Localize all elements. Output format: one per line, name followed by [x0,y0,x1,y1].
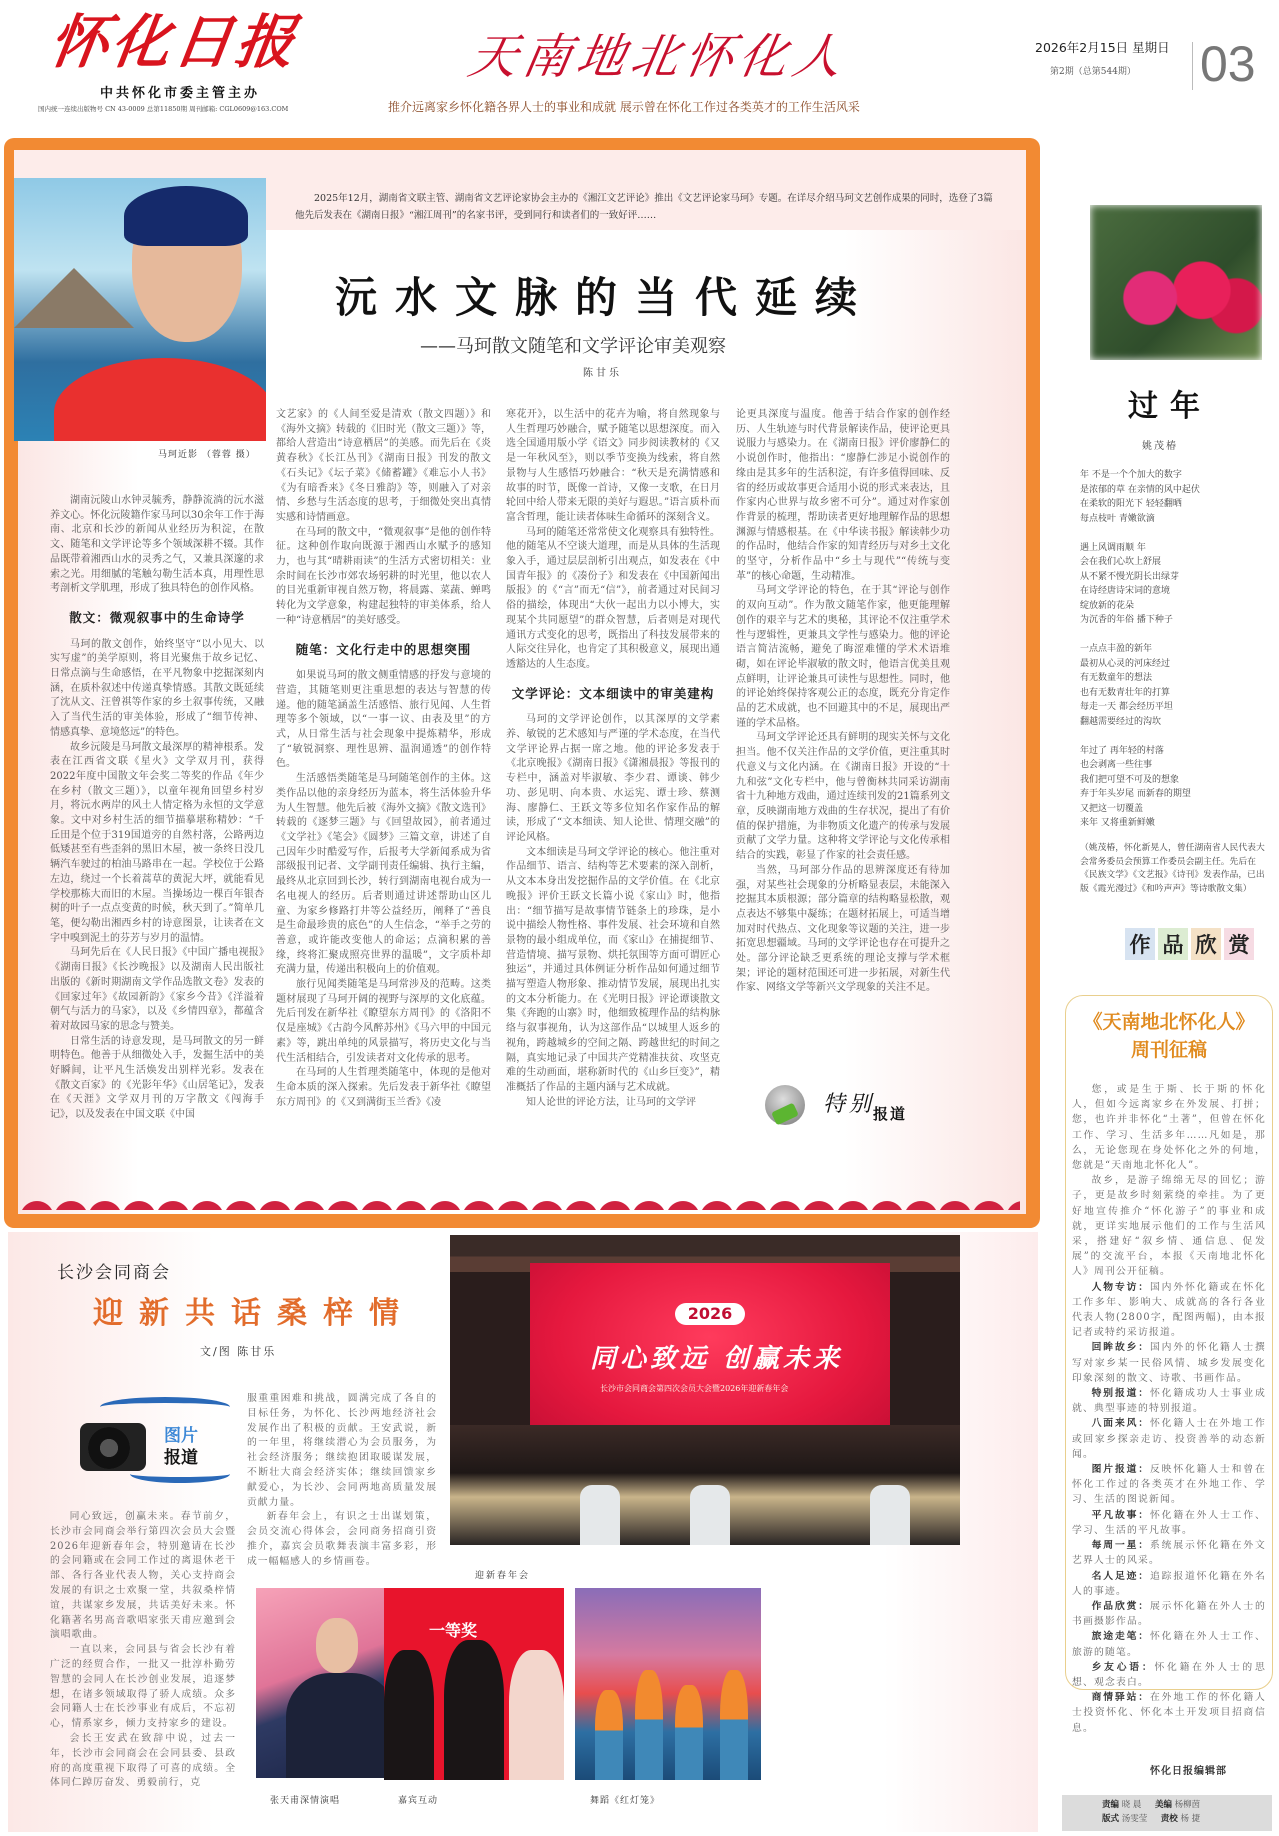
registration-info: 国内统一连续出版物号 CN 43-0009 总第11850期 周刊邮箱: CGL0609@163.COM [38,105,289,113]
poem-stanza [1080,541,1270,628]
paragraph: 故乡沅陵是马珂散文最深厚的精神根系。发表在江西省文联《星火》文学双月刊，获得2022年度中国散文年会奖二等奖的作品《年少在乡村（散文三题）》，以童年视角回望乡村岁月，将沅水两岸的风土人情定格为永恒的文学意象。文中对乡村生活的细节描摹堪称精妙：“千丘田是个位于319国道旁的自然村落，公路两边低矮甚至有些歪斜的黑旧木屋，被一条终日没几辆汽车驶过的柏油马路串在一起。学校位于公路左边，绕过一个长着蒿草的黄泥大坪，就能看见学校那栋大而旧的木屋。当操场边一棵百年银杏树的叶子一点点变黄的时候，秋天到了。”简单几笔，便勾勒出湘西乡村的诗意图景，让读者在文字中嗅到泥土的芬芳与岁月的温情。 [50,741,264,944]
report-label: 报道 [873,1105,908,1123]
call-item-name: 作品欣赏： [1091,1600,1150,1612]
poem-line: 绽放新的花朵 [1080,600,1135,611]
article-byline: 文/图 陈甘乐 [200,1345,277,1358]
screen-slogan: 同心致远 创赢未来 [590,1344,844,1374]
led-screen [530,1263,890,1448]
article-column-1 [50,494,264,1123]
column-slogan: 推介远离家乡怀化籍各界人士的事业和成就 展示曾在怀化工作过各类英才的工作生活风采 [388,100,860,114]
poem-line: 会在我们心坎上舒展 [1080,557,1162,567]
call-item: 平凡故事：怀化籍在外人士工作、学习、生活的平凡故事。 [1072,1509,1267,1536]
sponsor-line: 中共怀化市委主管主办 [100,86,261,101]
poem-line: 每点枝叶 青嫩欲滴 [1080,513,1155,524]
paragraph: 湖南沅陵山水钟灵毓秀，静静流淌的沅水滋养文心。怀化沅陵籍作家马珂以30余年工作于海南、北京和长沙的新闻从业经历为积淀，在散文、随笔和文学评论等多个领域深耕不辍。其作品既带着湘西山水的灵秀之气，又兼具深邃的求索之光。用细腻的笔触勾勒生活本真，用理性思考剖析文学肌理，形成了独具特色的创作风格。 [50,495,264,595]
label-char: 作 [1125,928,1155,960]
article-kicker: 长沙会同商会 [57,1263,171,1283]
hut-shape [14,268,134,328]
main-photo-caption: 迎新春年会 [475,1571,531,1581]
art-label: 美编 [1154,1800,1172,1810]
camera-lens-icon [88,1427,130,1469]
paragraph: 日常生活的诗意发现，是马珂散文的另一鲜明特色。他善于从细微处入手，发掘生活中的美好瞬间，让平凡生活焕发出别样光彩。发表在《散文百家》的《光影年华》《山居笔记》，发表在《天涯》文学双月刊的万字散文《闯海手记》，以及发表在中国文联《中国 [50,1035,264,1121]
editor-name: 晓 晨 [1121,1800,1142,1810]
portrait-caption: 马珂近影 （蓉蓉 摄） [158,450,256,460]
section-label-works-appreciation [1125,928,1254,960]
paragraph: 生活感悟类随笔是马珂随笔创作的主体。这类作品以他的亲身经历为蓝本，将生活体验升华为人生智慧。他先后被《海外文摘》《散文选刊》转载的《逐梦三题》与《回望故园》，前者通过《文学社》《笔会》《圆梦》三篇文章，讲述了自己因年少时酷爱写作，后报考大学新闻系成为省部级报刊记者、文学副刊责任编辑、执行主编，最终从北京回到长沙，转行到湖南电视台成为一名电视人的经历。后者则通过讲述帮助山区儿童、为家乡修路打井等公益经历，阐释了“善良是生命最珍贵的底色”的人生信念，“举手之劳的善意，或许能改变他人的命运；点滴积累的善缘，终将汇聚成照亮世界的温暖”，文字质朴却充满力量，传递出积极向上的价值观。 [276,773,491,976]
paragraph: 故乡，是游子绵绵无尽的回忆；游子，更是故乡时刻萦绕的牵挂。为了更好地宣传推介“怀化游子”的事业和成就，更详实地展示他们的工作与生活风采，搭建好“叙乡情、通信息、促发展”的交流平台，本报《天南地北怀化人》周刊公开征稿。 [1072,1175,1266,1278]
call-item-name: 图片报道： [1091,1464,1150,1476]
paragraph: 会长王安武在致辞中说，过去一年，长沙市会同商会在会同县委、县政府的高度重视下取得了可喜的成绩。全体同仁踔厉奋发、勇毅前行，克 [50,1732,236,1789]
dance-photo[interactable] [575,1588,761,1780]
paragraph: 您，或是生于斯、长于斯的怀化人，但如今远离家乡在外发展、打拼；您，也许并非怀化“土著”，但曾在怀化工作、学习、生活多年……凡如是，那么，无论您现在身处怀化之外的何地，您就是“天南地北怀化人”。 [1072,1084,1266,1172]
paragraph: 马珂的文学评论创作，以其深厚的文学素养、敏锐的艺术感知与严谨的学术态度，在当代文学评论界占据一席之地。他的评论多发表于《北京晚报》《湖南日报》《潇湘晨报》等报刊的专栏中，涵盖对毕淑敏、李少君、谭谈、韩少功、彭见明、向本贵、水运宪、谭士珍、蔡测海、廖静仁、王跃文等多位知名作家作品的解读，形成了“文本细读、知人论世、情理交融”的评论风格。 [506,714,720,843]
person [509,1650,564,1780]
call-item: 商情驿站：在外地工作的怀化籍人士投资怀化、怀化本土开发项目招商信息。 [1072,1692,1267,1734]
paragraph: 文艺家》的《人间至爱是清欢（散文四题）》和《海外文摘》转载的《旧时光（散文三题）》等，都给人营造出“诗意栖居”的美感。而先后在《炎黄春秋》《长江丛刊》《湖南日报》刊发的散文《石头记》《坛子菜》《储蓄罐》《难忘小人书》《为有暗香来》《冬日雅韵》等，则融入了对亲情、乡愁与生活态度的思考，于细微处突出真情实感和诗情画意。 [276,409,491,523]
article-column-3 [506,408,720,1110]
article-column-2 [276,408,491,1110]
call-item-name: 旅途走笔： [1091,1631,1150,1643]
proof-label: 责校 [1160,1814,1178,1824]
feature-intro: 2025年12月，湖南省文联主管、湖南省文艺评论家协会主办的《湘江文艺评论》推出《文艺评论家马珂》专题。在详尽介绍马珂文艺创作成果的同时，选登了3篇他先后发表在《湖南日报》“湘江周刊”的名家书评，受到同行和读者们的一致好评…… [295,193,993,221]
paragraph: 旅行见闻类随笔是马珂常涉及的范畴。这类题材展现了马珂开阔的视野与深厚的文化底蕴。先后刊发在新华社《瞭望东方周刊》的《洛阳不仅是座城》《古韵今风醉苏州》《马六甲的中国元素》等，跳出单纯的风景描写，将历史文化与当代生活相结合，引发读者对文化传承的思考。 [276,979,491,1064]
badge-line-1: 图片 [164,1426,198,1446]
divider [1192,42,1193,90]
poem-line: 我们把可望不可及的想象 [1080,774,1180,785]
poem-line: 也会剥离一些往事 [1080,760,1153,770]
paragraph: 马珂文学评论还具有鲜明的现实关怀与文化担当。他不仅关注作品的文学价值，更注重其时代意义与文化内涵。在《湖南日报》开设的“十九和弦”文化专栏中，他与曾衡林共同采访湖南省十九种地方戏曲，通过连续刊发的21篇系列文章，反映湖南地方戏曲的生存状况，提出了有价值的保护措施，为非物质文化遗产的传承与发展贡献了文学力量。这种将文学评论与文化传承相结合的实践，彰显了作家的社会责任感。 [736,732,950,862]
paragraph: 马珂的随笔还常常使文化观察具有独特性。他的随笔从不空谈大道理，而是从具体的生活现象入手，通过层层剖析引出观点，如发表在《中国青年报》的《凑份子》和发表在《中国新闻出版报》的《“言”而无“信”》，前者通过对民间习俗的描绘，体现出“大伙一起出力以小博大，实现某个共同愿望”的群众智慧，后者则是对现代通讯方式变化的思考，既指出了科技发展带来的人际交往异化，也肯定了其积极意义，展现出通透豁达的人生态度。 [506,526,720,670]
chair [870,1485,910,1545]
poem-stanza [1080,642,1270,729]
label-char: 欣 [1191,928,1221,960]
poem-stanza [1080,744,1270,831]
suit [286,1673,396,1778]
poem-line: 有无数童年的想法 [1080,673,1153,683]
call-item-name: 回眸故乡： [1091,1342,1150,1354]
section-heading: 文学评论：文本细读中的审美建构 [511,685,715,701]
chair [690,1485,730,1545]
paragraph: 论更具深度与温度。他善于结合作家的创作经历、人生轨迹与时代背景解读作品，使评论更具说服力与感染力。在《湖南日报》评价廖静仁的小说创作时，他指出：“廖静仁涉足小说创作的缘由是其多年的生活积淀，有许多值得回味、反省的经历或故事更合适用小说的形式来表达，且作家内心世界与故乡密不可分”。通过对作家创作背景的梳理，帮助读者更好地理解作品的思想渊源与情感根基。在《中华读书报》解读韩少功的作品时，他结合作家的知青经历与对乡土文化的坚守，分析作品中“乡土与现代”“传统与变革”的核心命题，生动精准。 [736,409,950,582]
section-heading: 散文：微观叙事中的生命诗学 [69,609,245,625]
poem-line: 来年 又将重新鲜嫩 [1080,818,1155,828]
feature-headline: 沅水文脉的当代延续 [335,273,876,322]
person [444,1640,504,1780]
poem-line: 从不紧不慢光阴长出绿芽 [1080,571,1180,582]
poem-line: 年 不是一个个加大的数字 [1080,470,1182,480]
screen-year: 2026 [675,1303,745,1325]
paragraph: 知人论世的评论方法，让马珂的文学评 [526,1096,696,1108]
call-item: 人物专访：国内外怀化籍或在怀化工作多年、影响大、成就高的各行各业代表人物(2800字，配图两幅)，由本报记者或特约采访报道。 [1072,1281,1267,1339]
column-title: 天南地北怀化人 [464,29,853,85]
guest-interaction-photo[interactable] [384,1588,564,1780]
poem-line: 在诗经唐诗宋词的意境 [1080,586,1171,596]
paragraph: 在马珂的人生哲理类随笔中，体现的是他对生命本质的深入探索。先后发表于新华社《瞭望东方周刊》的《又到满街玉兰香》《凌 [276,1067,491,1108]
title-line-1: 《天南地北怀化人》 [1083,1011,1255,1033]
person [384,1650,434,1780]
poem-line: 每走一天 都会经历平坦 [1080,702,1173,712]
poem-line: 为沉香的年俗 播下种子 [1080,615,1173,625]
face [316,1618,358,1673]
paragraph: 新春年会上，有识之士出谋划策，会员交流心得体会，会同商务招商引资推介，嘉宾会员歌舞表演丰富多彩，形成一幅幅感人的乡情画卷。 [247,1511,437,1567]
feature-subhead: ——马珂散文随笔和文学评论审美观察 [420,336,726,357]
call-item-name: 每周一星： [1091,1540,1150,1552]
poem-stanza [1080,468,1270,526]
dancer [675,1685,703,1780]
paragraph: 当然，马珂部分作品的思辨深度还有待加强，对某些社会现象的分析略显表层，未能深入挖掘其本质根源；部分篇章的结构略显松散，观点表达不够集中凝练；在题材拓展上，可适当增加对时代热点、文化现象等议题的关注，进一步拓宽思想疆域。马珂的文学评论也存在可提升之处。部分评论缺乏更系统的理论支撑与学术框架；评论的题材范围还可进一步拓展，对新生代作家、网络文学等新兴文学现象的关注不足。 [736,864,950,994]
call-item: 乡友心语：怀化籍在外人士的思想、观念表白。 [1072,1661,1267,1688]
photo-report-badge [80,1395,240,1485]
flower-photo[interactable] [1090,205,1262,360]
photo-caption: 张天甫深情演唱 [270,1796,341,1806]
poem-line: 弃于年头岁尾 而新春的期望 [1080,789,1191,799]
special-report-badge [765,1085,945,1135]
swoosh-decoration [100,1397,230,1417]
newspaper-logo[interactable]: 怀化日报 [45,8,303,76]
call-item-name: 乡友心语： [1091,1661,1155,1673]
badge-line-2: 报道 [164,1448,198,1468]
poem-line: 最初从心灵的河床经过 [1080,658,1171,669]
paragraph: 服重重困难和挑战，圆满完成了各自的目标任务，为怀化、长沙两地经济社会发展作出了积极的贡献。王安武说，新的一年里，将继续潜心为会员服务，为社会经济服务；继续抱团取暖谋发展，不断壮大商会经济实体；继续回馈家乡献爱心，为长沙、会同两地高质量发展贡献力量。 [247,1393,437,1508]
label-char: 品 [1158,928,1188,960]
poem-line: 翻越需要经过的沟坎 [1080,716,1162,727]
editorial-signature: 怀化日报编辑部 [1150,1766,1227,1777]
call-item: 旅途走笔：怀化籍在外人士工作、旅游的随笔。 [1072,1631,1267,1658]
label-char: 赏 [1224,928,1254,960]
screen-subtitle: 长沙市会同商会第四次会员大会暨2026年迎新春年会 [600,1384,789,1393]
chair [580,1485,620,1545]
issue-number: 第2期（总第544期） [1050,67,1136,77]
call-item-name: 商情驿站： [1091,1692,1150,1704]
call-for-papers-body [1072,1082,1266,1736]
new-year-gala-photo[interactable] [450,1235,960,1545]
call-item: 回眸故乡：国内外的怀化籍人士撰写对家乡某一民俗风情、城乡发展变化印象深刻的散文、诗歌、书画作品。 [1072,1342,1267,1384]
paragraph: 一直以来，会同县与省会长沙有着广泛的经贸合作，一批又一批淳朴勤劳智慧的会同人在长沙创业发展，追逐梦想，在诸多领域取得了骄人成绩。众多会同籍人士在长沙事业有成后，不忘初心，情系家乡，倾力支持家乡的建设。 [50,1644,236,1730]
hair [124,186,248,246]
dancer [720,1670,748,1780]
poem-line: 一点点丰盈的新年 [1080,644,1153,654]
author-portrait[interactable] [14,178,266,441]
call-item: 特别报道：怀化籍成功人士事业成就、典型事迹的特别报道。 [1072,1388,1267,1415]
call-item: 八面来风：怀化籍人士在外地工作或回家乡探亲走访、投资善举的动态新闻。 [1072,1418,1267,1460]
feature-byline: 陈甘乐 [583,368,622,379]
dancer [635,1670,663,1780]
paragraph: 寒花开》，以生活中的花卉为喻，将自然现象与人生哲理巧妙融合，赋予随笔以思想深度。而入选全国通用版小学《语文》同步阅读教材的《又是一年秋风至》，则以季节变换为线索，将自然景物与人生感悟巧妙融合：“秋天是充满情感和故事的时节，既像一首诗，又像一支歌，在日月轮回中给人带来无限的美好与遐思。”语言质朴而富含哲理，能让读者体味生命循环的深刻含义。 [506,409,720,523]
poem-line: 是浓郁的草 在亲情的风中起伏 [1080,484,1200,495]
poem-line: 年过了 再年轻的村落 [1080,745,1164,756]
call-item: 每周一星：系统展示怀化籍在外文艺界人士的风采。 [1072,1540,1267,1567]
call-item-name: 八面来风： [1091,1418,1150,1430]
title-line-2: 周刊征稿 [1130,1039,1207,1061]
call-item-name: 人物专访： [1091,1281,1150,1293]
staff-credits [1062,1795,1272,1831]
call-item: 图片报道：反映怀化籍人士和曾在怀化工作过的各类英才在外地工作、学习、生活的图说新闻。 [1072,1464,1267,1506]
paragraph: 同心致远，创赢未来。春节前夕，长沙市会同商会举行第四次会员大会暨2026年迎新春年会，特别邀请在长沙的会同籍或在会同工作过的离退休老干部、各行各业代表人物，关心支持商会发展的有识之士欢聚一堂，共叙桑梓情谊，共谋家乡发展，共话美好未来。怀化籍著名男高音歌唱家张天甫应邀到会演唱歌曲。 [50,1511,236,1641]
poem-body [1080,468,1270,845]
paragraph: 在马珂的散文中，“微观叙事”是他的创作特征。这种创作取向既源于湘西山水赋予的感知力，也与其“晴耕雨读”的生活方式密切相关：业余时间在长沙市郊农场躬耕的时光里，他以农人的目光重新审视自然万物，将晨露、菜蔬、蝉鸣转化为文学意象，构建起独特的审美体系，给人一种“诗意栖居”的美好感受。 [276,526,491,626]
editor-label: 责编 [1102,1800,1120,1810]
article-column-1 [50,1510,236,1791]
paragraph: 马珂的散文创作，始终坚守“以小见大、以实写虚”的美学原则，将目光聚焦于故乡记忆、日常点滴与生命感悟，在平凡物象中挖掘深刻内涵，在质朴叙述中传递真挚情感。其散文既延续了沈从文、汪曾祺等作家的乡土叙事传统，又融入了当代生活的审美体验，形成了“细节传神、情感真挚、意境悠远”的特色。 [50,638,264,738]
poem-author: 姚茂椿 [1142,441,1178,452]
call-item-name: 特别报道： [1091,1388,1150,1400]
paragraph: 马珂文学评论的特色，在于其“评论与创作的双向互动”。作为散文随笔作家，他更能理解创作的艰辛与艺术的奥秘，其评论不仅注重学术性与逻辑性，更兼具文学性与感染力。他的评论语言简洁流畅，避免了晦涩难懂的学术术语堆砌，如在评论毕淑敏的散文时，他语言优美且观点鲜明，让评论兼具可读性与思想性。同时，他的评论始终保持客观公正的态度，既充分肯定作品的艺术成就，也不回避其中的不足，展现出严谨的学术品格。 [736,585,950,729]
paragraph: 马珂先后在《人民日报》《中国广播电视报》《湖南日报》《长沙晚报》以及湖南人民出版社出版的《新时期湖南文学作品选散文卷》发表的《回家过年》《故园新韵》《家乡今昔》《洋溢着朝气与活力的马家》，以及《乡情四章》，都蕴含着对故园马家的思念与赞美。 [50,947,264,1032]
layout-label: 版式 [1102,1814,1120,1824]
layout-name: 汤雯莹 [1121,1814,1148,1824]
art-name: 杨柳茵 [1174,1800,1201,1810]
call-item-name: 平凡故事： [1091,1509,1150,1521]
decorative-wave-border [20,1196,1020,1210]
red-shirt [54,358,266,441]
issue-date: 2026年2月15日 星期日 [1035,40,1170,55]
poet-bio: （姚茂椿，怀化新晃人，曾任湖南省人民代表大会常务委员会预算工作委员会副主任。先后在《民族文学》《文艺报》《诗刊》发表作品，已出版《霞光漫过》《和吟声声》等诗歌散文集） [1080,843,1265,894]
poem-line: 遇上风调雨顺 年 [1080,542,1146,553]
article-title: 迎新共话桑梓情 [93,1296,415,1331]
page-number: 03 [1200,36,1256,92]
section-heading: 随笔：文化行走中的思想突围 [295,641,472,657]
call-for-papers-title [1065,1008,1273,1064]
award-banner: 一等奖 [429,1621,478,1640]
paragraph: 如果说马珂的散文侧重情感的抒发与意境的营造，其随笔则更注重思想的表达与智慧的传递。他的随笔涵盖生活感悟、旅行见闻、人生哲理等多个领域，以“一事一议、由表及里”的方式，从日常生活与社会现象中提炼精华，形成了“敏锐洞察、理性思辨、温润通透”的创作特色。 [276,670,491,770]
poem-line: 也有无数青壮年的打算 [1080,687,1171,698]
poem-line: 又把这一切覆盖 [1080,803,1144,814]
poem-line: 在柔软的阳光下 轻轻翻晒 [1080,499,1182,509]
special-label: 特别 [823,1092,876,1117]
call-item: 作品欣赏：展示怀化籍在外人士的书画摄影作品。 [1072,1600,1267,1628]
photo-caption: 舞蹈《红灯笼》 [590,1796,661,1806]
article-column-2 [247,1392,437,1570]
paragraph: 文本细读是马珂文学评论的核心。他注重对作品细节、语言、结构等艺术要素的深入剖析，从文本本身出发挖掘作品的文学价值。在《北京晚报》评价王跃文长篇小说《家山》时，他指出：“细节描写是故事情节链条上的珍珠，是小说中描绘人物性格、事件发展、社会环境和自然景物的最小组成单位，而《家山》在捕捉细节、营造情境、描写景物、烘托氛围等方面可谓匠心独运”，并通过具体例证分析作品如何通过细节描写塑造人物形象、推动情节发展，展现出扎实的文本分析能力。在《光明日报》评论谭谈散文集《奔跑的山寨》时，他细致梳理作品的结构脉络与叙事视角，认为这部作品“以城里人返乡的视角，跨越城乡的空间之隔、跨越世纪的时间之隔，真实地记录了中国共产党精准扶贫、攻坚克难的生动画面，堪称新时代的《山乡巨变》”，精准概括了作品的主题内涵与艺术成就。 [506,846,720,1093]
call-item: 名人足迹：追踪报道怀化籍在外名人的事迹。 [1072,1570,1267,1597]
poem-title: 过年 [1128,389,1212,424]
article-column-4 [736,408,950,996]
dancer [595,1690,623,1780]
proof-name: 杨 捷 [1180,1814,1201,1824]
call-item-name: 名人足迹： [1091,1570,1150,1582]
photo-caption: 嘉宾互动 [398,1796,439,1806]
